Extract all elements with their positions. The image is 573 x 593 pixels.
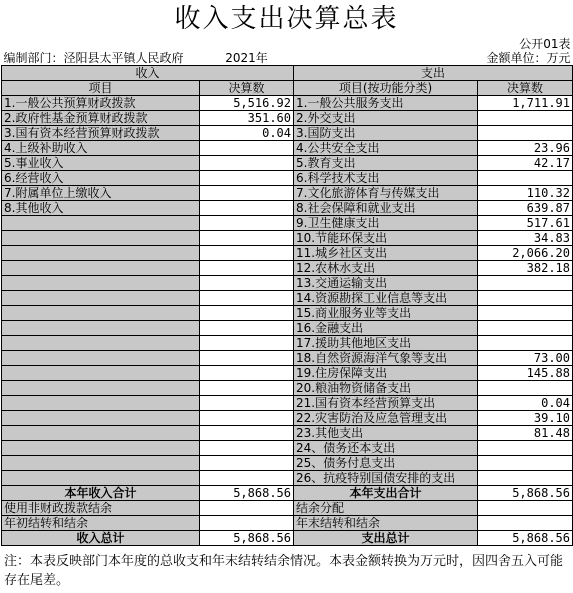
income-item-label: 3.国有资本经营预算财政拨款 <box>2 126 200 141</box>
expense-total-value: 5,868.56 <box>478 531 573 546</box>
report-year: 2021年 <box>225 51 268 65</box>
currency-label: 金额单位：万元 <box>486 51 571 65</box>
table-row <box>2 231 573 246</box>
table-row <box>2 426 573 441</box>
income-amount-header: 决算数 <box>200 81 294 96</box>
expense-item-label: 8.社会保障和就业支出 <box>294 201 478 216</box>
income-item-label: 8.其他收入 <box>2 201 200 216</box>
income-item-label <box>2 246 200 261</box>
use-balance-label: 使用非财政拨款结余 <box>2 501 200 516</box>
year-income-total-label: 本年收入合计 <box>2 486 200 501</box>
income-expense-table <box>1 37 573 546</box>
table-row <box>2 336 573 351</box>
income-item-value <box>200 201 294 216</box>
expense-item-value <box>478 321 573 336</box>
expense-item-value: 42.17 <box>478 156 573 171</box>
income-item-value <box>200 456 294 471</box>
expense-item-label: 3.国防支出 <box>294 126 478 141</box>
year-expense-total-label: 本年支出合计 <box>294 486 478 501</box>
expense-item-value: 81.48 <box>478 426 573 441</box>
expense-item-label: 2.外交支出 <box>294 111 478 126</box>
income-item-value <box>200 306 294 321</box>
expense-item-label: 16.金融支出 <box>294 321 478 336</box>
table-row <box>2 351 573 366</box>
expense-item-label: 6.科学技术支出 <box>294 171 478 186</box>
expense-item-value <box>478 126 573 141</box>
income-item-value <box>200 426 294 441</box>
income-item-label: 4.上级补助收入 <box>2 141 200 156</box>
income-item-label <box>2 306 200 321</box>
income-item-label <box>2 411 200 426</box>
income-item-value: 351.60 <box>200 111 294 126</box>
year-income-total-value: 5,868.56 <box>200 486 294 501</box>
income-total-label: 收入总计 <box>2 531 200 546</box>
expense-item-value <box>478 441 573 456</box>
income-item-label <box>2 366 200 381</box>
use-balance-row <box>2 501 573 516</box>
income-item-value <box>200 171 294 186</box>
expense-item-label: 1.一般公共服务支出 <box>294 96 478 111</box>
form-code: 公开01表 <box>519 37 571 51</box>
income-item-label <box>2 396 200 411</box>
income-item-value <box>200 396 294 411</box>
report-title: 收入支出决算总表 <box>174 4 399 34</box>
table-row <box>2 261 573 276</box>
expense-item-label: 5.教育支出 <box>294 156 478 171</box>
expense-amount-header: 决算数 <box>478 81 573 96</box>
table-row <box>2 216 573 231</box>
income-item-label <box>2 336 200 351</box>
expense-item-header: 项目(按功能分类) <box>294 81 478 96</box>
expense-item-value <box>478 381 573 396</box>
expense-item-value <box>478 336 573 351</box>
expense-item-value: 39.10 <box>478 411 573 426</box>
expense-item-label: 14.资源勘探工业信息等支出 <box>294 291 478 306</box>
income-item-value: 5,516.92 <box>200 96 294 111</box>
table-row <box>2 171 573 186</box>
expense-item-value <box>478 171 573 186</box>
expense-item-value <box>478 456 573 471</box>
income-section-header: 收入 <box>2 66 294 81</box>
income-item-value <box>200 321 294 336</box>
income-item-label <box>2 276 200 291</box>
expense-item-label: 22.灾害防治及应急管理支出 <box>294 411 478 426</box>
expense-item-label: 15.商业服务业等支出 <box>294 306 478 321</box>
table-row <box>2 291 573 306</box>
footnote: 注：本表反映部门本年度的总收支和年末结转结余情况。本表金额转换为万元时，因四舍五入可能存在尾差。 <box>4 554 564 588</box>
expense-item-label: 7.文化旅游体育与传媒支出 <box>294 186 478 201</box>
table-row <box>2 96 573 111</box>
table-row <box>2 186 573 201</box>
table-row <box>2 201 573 216</box>
income-item-label <box>2 261 200 276</box>
expense-item-label: 23.其他支出 <box>294 426 478 441</box>
expense-item-label: 18.自然资源海洋气象等支出 <box>294 351 478 366</box>
table-row <box>2 111 573 126</box>
expense-item-label: 21.国有资本经营预算支出 <box>294 396 478 411</box>
expense-item-label: 9.卫生健康支出 <box>294 216 478 231</box>
expense-item-value: 639.87 <box>478 201 573 216</box>
income-item-value <box>200 441 294 456</box>
expense-item-label: 13.交通运输支出 <box>294 276 478 291</box>
section-header-row <box>2 66 573 81</box>
expense-item-value <box>478 306 573 321</box>
begin-balance-label: 年初结转和结余 <box>2 516 200 531</box>
expense-item-value: 73.00 <box>478 351 573 366</box>
income-item-header: 项目 <box>2 81 200 96</box>
table-row <box>2 276 573 291</box>
income-item-label <box>2 231 200 246</box>
table-row <box>2 246 573 261</box>
balance-row <box>2 516 573 531</box>
expense-item-label: 12.农林水支出 <box>294 261 478 276</box>
expense-item-label: 26、抗疫特别国债安排的支出 <box>294 471 478 486</box>
expense-item-label: 24、债务还本支出 <box>294 441 478 456</box>
income-item-value <box>200 471 294 486</box>
income-item-label: 2.政府性基金预算财政拨款 <box>2 111 200 126</box>
expense-item-label: 10.节能环保支出 <box>294 231 478 246</box>
table-row <box>2 441 573 456</box>
income-item-value <box>200 141 294 156</box>
expense-item-value: 145.88 <box>478 366 573 381</box>
income-item-label <box>2 351 200 366</box>
form-code-row <box>2 37 573 51</box>
expense-item-label: 4.公共安全支出 <box>294 141 478 156</box>
table-row <box>2 126 573 141</box>
expense-item-value: 517.61 <box>478 216 573 231</box>
income-item-label: 6.经营收入 <box>2 171 200 186</box>
expense-item-value: 23.96 <box>478 141 573 156</box>
expense-item-value <box>478 291 573 306</box>
year-expense-total-value: 5,868.56 <box>478 486 573 501</box>
income-item-value <box>200 381 294 396</box>
year-total-row <box>2 486 573 501</box>
table-row <box>2 471 573 486</box>
table-row <box>2 411 573 426</box>
expense-item-value <box>478 111 573 126</box>
table-row <box>2 156 573 171</box>
grand-total-row <box>2 531 573 546</box>
table-row <box>2 321 573 336</box>
expense-item-label: 17.援助其他地区支出 <box>294 336 478 351</box>
income-item-label <box>2 456 200 471</box>
income-item-label <box>2 471 200 486</box>
income-item-value <box>200 261 294 276</box>
income-item-value <box>200 246 294 261</box>
expense-section-header: 支出 <box>294 66 573 81</box>
income-item-label <box>2 381 200 396</box>
income-item-label <box>2 291 200 306</box>
income-item-value <box>200 276 294 291</box>
income-item-label: 5.事业收入 <box>2 156 200 171</box>
income-item-value <box>200 216 294 231</box>
income-total-value: 5,868.56 <box>200 531 294 546</box>
expense-item-value: 2,066.20 <box>478 246 573 261</box>
table-row <box>2 141 573 156</box>
expense-item-label: 25、债务付息支出 <box>294 456 478 471</box>
table-row <box>2 396 573 411</box>
income-item-label <box>2 441 200 456</box>
income-item-label <box>2 216 200 231</box>
income-item-value <box>200 156 294 171</box>
income-item-label: 1.一般公共预算财政拨款 <box>2 96 200 111</box>
income-item-value <box>200 291 294 306</box>
income-item-value <box>200 186 294 201</box>
expense-item-value: 1,711.91 <box>478 96 573 111</box>
expense-item-value: 382.18 <box>478 261 573 276</box>
surplus-alloc-label: 结余分配 <box>294 501 478 516</box>
income-item-value <box>200 351 294 366</box>
expense-item-value: 110.32 <box>478 186 573 201</box>
column-header-row <box>2 81 573 96</box>
income-item-value <box>200 411 294 426</box>
expense-item-value <box>478 276 573 291</box>
expense-item-value: 0.04 <box>478 396 573 411</box>
income-item-value <box>200 231 294 246</box>
meta-row <box>2 51 573 66</box>
expense-item-label: 20.粮油物资储备支出 <box>294 381 478 396</box>
table-row <box>2 456 573 471</box>
income-item-value <box>200 366 294 381</box>
income-item-value <box>200 336 294 351</box>
unit-label: 编制部门：泾阳县太平镇人民政府 <box>3 51 184 65</box>
income-item-label <box>2 321 200 336</box>
expense-item-value <box>478 471 573 486</box>
expense-total-label: 支出总计 <box>294 531 478 546</box>
income-item-value: 0.04 <box>200 126 294 141</box>
expense-item-label: 11.城乡社区支出 <box>294 246 478 261</box>
income-item-label <box>2 426 200 441</box>
table-row <box>2 306 573 321</box>
income-item-label: 7.附属单位上缴收入 <box>2 186 200 201</box>
table-row <box>2 366 573 381</box>
expense-item-label: 19.住房保障支出 <box>294 366 478 381</box>
expense-item-value: 34.83 <box>478 231 573 246</box>
end-balance-label: 年末结转和结余 <box>294 516 478 531</box>
table-row <box>2 381 573 396</box>
